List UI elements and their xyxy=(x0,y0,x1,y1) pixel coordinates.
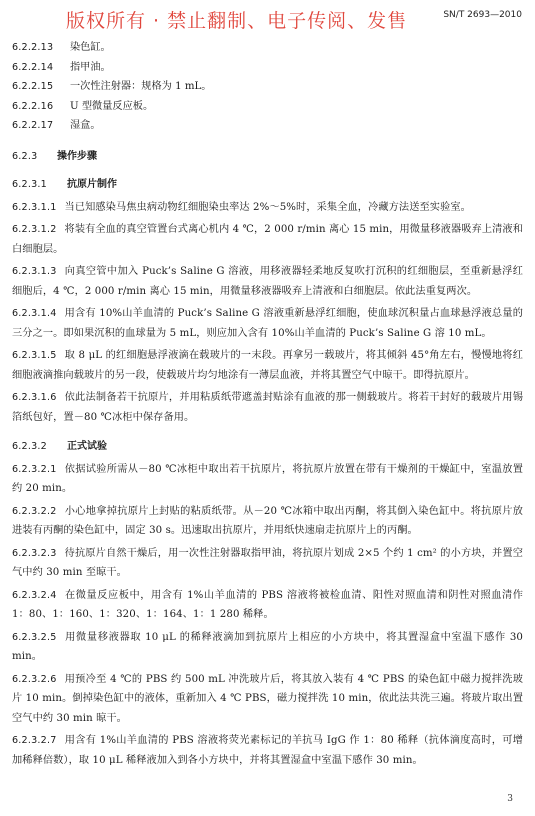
paragraph-text: 用含有 10%山羊血清的 Puck’s Saline G 溶液重新悬浮红细胞，使血球沉积量占血球悬浮液总量的三分之一。即如果沉积的血球量为 5 mL，则应加入含有 10%山羊血清的 Puck’s Saline G 溶 10 mL。 xyxy=(12,308,523,339)
paragraph xyxy=(12,346,523,385)
paragraph-text: 小心地拿掉抗原片上封贴的粘质纸带。从－20 ℃冰箱中取出丙酮，将其倒入染色缸中。将抗原片放进装有丙酮的染色缸中，固定 30 s。迅速取出抗原片，并用纸快速扇走抗原片上的丙酮。 xyxy=(12,505,523,536)
paragraph xyxy=(12,388,523,427)
item-text: 一次性注射器：规格为 1 mL。 xyxy=(70,81,212,92)
paragraph-text: 用含有 1%山羊血清的 PBS 溶液将荧光素标记的羊抗马 IgG 作 1：80 稀释（抗体滴度高时，可增加稀释倍数），取 10 μL 稀释液加入到各小方块中，并将其置湿盒中室温下感作 30 min。 xyxy=(12,735,523,766)
standard-code: SN/T 2693—2010 xyxy=(443,10,522,20)
paragraph xyxy=(12,262,523,301)
item-number: 6.2.2.15 xyxy=(12,81,54,92)
paragraph xyxy=(12,586,523,625)
document-body xyxy=(12,38,523,770)
paragraph-number: 6.2.3.1.5 xyxy=(12,350,57,361)
paragraph-number: 6.2.3.2.7 xyxy=(12,735,57,746)
list-item xyxy=(12,58,523,78)
paragraph-text: 在微量反应板中，用含有 1%山羊血清的 PBS 溶液将被检血清、阳性对照血清和阴性对照血清作 1：80、1：160、1：320、1：164、1：1 280 稀释。 xyxy=(12,589,523,620)
paragraph-number: 6.2.3.2.3 xyxy=(12,547,57,559)
item-number: 6.2.2.14 xyxy=(12,61,54,73)
paragraph-number: 6.2.3.2.6 xyxy=(12,673,57,685)
paragraph-text: 依此法制备若干抗原片，并用粘质纸带遮盖封贴涂有血液的那一侧载玻片。将若干封好的载玻片用锡箔纸包好，置－80 ℃冰柜中保存备用。 xyxy=(12,392,523,423)
subsection-title: 抗原片制作 xyxy=(67,179,117,190)
paragraph-text: 当已知感染马焦虫病动物红细胞染虫率达 2%～5%时，采集全血，冷藏方法送至实验室。 xyxy=(64,201,471,213)
page-number: 3 xyxy=(507,794,513,804)
paragraph-number: 6.2.3.1.3 xyxy=(12,266,57,277)
paragraph-number: 6.2.3.1.6 xyxy=(12,392,57,403)
paragraph-number: 6.2.3.1.1 xyxy=(12,201,57,213)
list-item xyxy=(12,38,523,58)
subsection-number: 6.2.3.2 xyxy=(12,441,47,452)
paragraph-text: 将装有全血的真空管置台式离心机内 4 ℃，2 000 r/min 离心 15 min，用微量移液器吸弃上清液和白细胞层。 xyxy=(12,224,523,255)
item-number: 6.2.2.16 xyxy=(12,100,54,112)
item-text: 染色缸。 xyxy=(70,42,111,53)
paragraph xyxy=(12,544,523,583)
subsection-title: 正式试验 xyxy=(67,441,107,452)
item-number: 6.2.2.17 xyxy=(12,120,54,131)
item-text: U 型微量反应板。 xyxy=(70,100,154,112)
item-text: 湿盒。 xyxy=(70,120,101,131)
paragraph xyxy=(12,220,523,259)
paragraph-text: 取 8 μL 的红细胞悬浮液滴在载玻片的一末段。再拿另一载玻片，将其倾斜 45°角左右，慢慢地将红细胞液滴推向载玻片的另一段，使载玻片均匀地涂有一薄层血液，并将其置空气中晾干。即得抗原片。 xyxy=(12,350,523,381)
paragraph-text: 向真空管中加入 Puck’s Saline G 溶液，用移液器轻柔地反复吹打沉积的红细胞层，至重新悬浮红细胞后，4 ℃，2 000 r/min 离心 15 min，用微量移液器吸弃上清液和白细胞层。依此法重复两次。 xyxy=(12,266,523,297)
paragraph-number: 6.2.3.1.4 xyxy=(12,308,57,319)
section-number: 6.2.3 xyxy=(12,150,38,162)
paragraph-number: 6.2.3.2.1 xyxy=(12,463,57,475)
paragraph xyxy=(12,460,523,499)
item-text: 指甲油。 xyxy=(70,61,111,73)
paragraph-text: 用微量移液器取 10 μL 的稀释液滴加到抗原片上相应的小方块中，将其置湿盒中室温下感作 30 min。 xyxy=(12,631,523,662)
paragraph xyxy=(12,198,523,218)
paragraph-number: 6.2.3.2.5 xyxy=(12,631,57,643)
paragraph-number: 6.2.3.2.4 xyxy=(12,589,57,601)
paragraph xyxy=(12,304,523,343)
list-item xyxy=(12,77,523,97)
paragraph-text: 依据试验所需从－80 ℃冰柜中取出若干抗原片，将抗原片放置在带有干燥剂的干燥缸中，室温放置约 20 min。 xyxy=(12,463,523,494)
section-title: 操作步骤 xyxy=(57,150,97,162)
paragraph xyxy=(12,731,523,770)
list-item xyxy=(12,97,523,117)
subsection-number: 6.2.3.1 xyxy=(12,179,47,190)
paragraph xyxy=(12,628,523,667)
paragraph-number: 6.2.3.2.2 xyxy=(12,505,57,517)
item-number: 6.2.2.13 xyxy=(12,42,54,53)
list-item xyxy=(12,116,523,136)
paragraph-number: 6.2.3.1.2 xyxy=(12,224,57,235)
paragraph xyxy=(12,502,523,541)
paragraph-text: 待抗原片自然干燥后，用一次性注射器取指甲油，将抗原片划成 2×5 个约 1 cm² 的小方块，并置空气中约 30 min 至晾干。 xyxy=(12,547,523,578)
subsection-heading xyxy=(12,175,523,195)
section-heading xyxy=(12,147,523,167)
copyright-watermark: 版权所有 · 禁止翻制、电子传阅、发售 xyxy=(66,10,408,32)
paragraph-text: 用预冷至 4 ℃的 PBS 约 500 mL 冲洗玻片后，将其放入装有 4 ℃ PBS 的染色缸中磁力搅拌洗玻片 10 min。倒掉染色缸中的液体，重新加入 4 ℃ PBS，磁力搅拌洗 10 min，依此法共洗三遍。将玻片取出置空气中约 30 min 晾干。 xyxy=(12,673,523,724)
paragraph xyxy=(12,670,523,729)
subsection-heading xyxy=(12,437,523,457)
